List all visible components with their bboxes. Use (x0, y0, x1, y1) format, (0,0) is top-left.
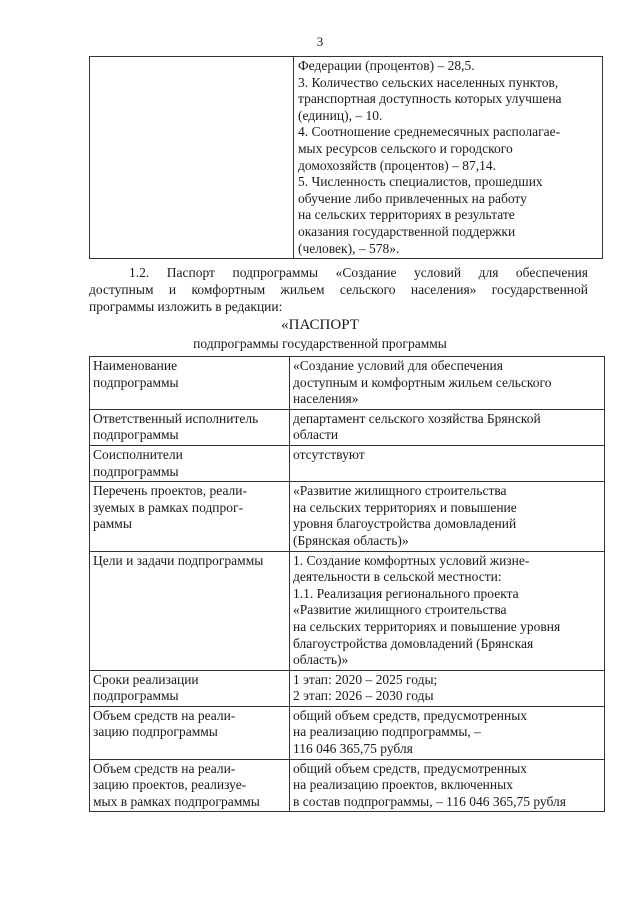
cell-text-line: подпрограммы (93, 463, 179, 479)
cell-text-line: деятельности в сельской местности: (293, 569, 502, 585)
passport-subtitle: подпрограммы государственной программы (193, 336, 447, 351)
cell-text-line: Объем средств на реали- (93, 707, 236, 723)
cell-text-line: область)» (293, 652, 349, 668)
cell-text-line: «Развитие жилищного строительства (293, 483, 507, 499)
row-label-cell (90, 551, 290, 670)
cell-text-line: на реализацию подпрограммы, – (293, 724, 481, 740)
cell-text-line: оказания государственной поддержки (298, 223, 516, 239)
cell-text-line: Ответственный исполнитель (93, 410, 259, 426)
cell-text-line: «Развитие жилищного строительства (293, 602, 507, 618)
passport-title: «ПАСПОРТ (281, 317, 359, 333)
cell-text-line: Сроки реализации (93, 671, 199, 687)
cell-text-line: подпрограммы (93, 688, 179, 704)
row-value-cell (290, 670, 605, 706)
cell-text-line: «Создание условий для обеспечения (293, 358, 503, 373)
cell-text-line: 4. Соотношение среднемесячных располагае- (298, 124, 561, 140)
cell-text-line: Соисполнители (93, 446, 183, 462)
table-row (90, 445, 605, 481)
cell-text-line: общий объем средств, предусмотренных (293, 760, 528, 776)
cell-text-line: домохозяйств (процентов) – 87,14. (298, 157, 496, 173)
cell-text-line: (Брянская область)» (293, 532, 409, 548)
cell-text-line: (единиц), – 10. (298, 107, 383, 123)
paragraph-line: программы изложить в редакции: (89, 299, 283, 314)
table-row (90, 482, 605, 551)
page-number: 3 (316, 34, 324, 49)
cell-text-line: отсутствуют (293, 446, 365, 462)
row-label-cell (90, 409, 290, 445)
table-cell-indicators (294, 57, 603, 259)
amendment-paragraph (89, 264, 588, 315)
row-value-cell (290, 445, 605, 481)
cell-text-line: 1.1. Реализация регионального проекта (293, 585, 519, 601)
cell-text-line: 3. Количество сельских населенных пунктов, (298, 74, 559, 90)
row-value-cell (290, 409, 605, 445)
cell-text-line: подпрограммы (93, 427, 179, 443)
table-row (90, 409, 605, 445)
cell-text-line: на сельских территориях и повышение (293, 499, 517, 515)
cell-text-line: 116 046 365,75 рубля (293, 741, 413, 757)
row-value-cell (290, 357, 605, 410)
table-row (90, 551, 605, 670)
cell-text-line: подпрограммы (93, 374, 179, 390)
cell-text-line: Цели и задачи подпрограммы (93, 552, 264, 568)
cell-text-line: на сельских территориях в результате (298, 207, 515, 223)
cell-text-line: департамент сельского хозяйства Брянской (293, 410, 541, 426)
table-row (90, 57, 603, 259)
cell-text-line: (человек), – 578». (298, 240, 400, 256)
cell-text-line: области (293, 427, 339, 443)
passport-table (89, 356, 605, 812)
cell-text-line: мых в рамках подпрограммы (93, 793, 260, 809)
cell-text-line: транспортная доступность которых улучшена (298, 91, 562, 107)
table-row (90, 759, 605, 812)
row-label-cell (90, 670, 290, 706)
continued-indicators-table (89, 56, 603, 259)
paragraph-line: доступным и комфортным жильем сельского населения» государственной (89, 282, 588, 297)
cell-text-line: 5. Численность специалистов, прошедших (298, 174, 543, 190)
cell-text-line: общий объем средств, предусмотренных (293, 707, 528, 723)
cell-text-line: на реализацию проектов, включенных (293, 777, 513, 793)
row-label-cell (90, 482, 290, 551)
cell-text-line: 2 этап: 2026 – 2030 годы (293, 688, 434, 704)
row-label-cell (90, 357, 290, 410)
cell-text-line: в состав подпрограммы, – 116 046 365,75 рубля (293, 793, 566, 809)
cell-text-line: благоустройства домовладений (Брянская (293, 635, 534, 651)
table-row (90, 357, 605, 410)
cell-text-line: доступным и комфортным жильем сельского (293, 374, 552, 390)
cell-text-line: зацию подпрограммы (93, 724, 218, 740)
row-value-cell (290, 706, 605, 759)
cell-text-line: раммы (93, 516, 132, 532)
row-value-cell (290, 759, 605, 812)
cell-text-line: населения» (293, 391, 359, 407)
cell-text-line: Объем средств на реали- (93, 760, 236, 776)
cell-text-line: мых ресурсов сельского и городского (298, 140, 513, 156)
cell-text-line: уровня благоустройства домовладений (293, 516, 517, 532)
cell-text-line: зацию проектов, реализуе- (93, 777, 247, 793)
row-label-cell (90, 759, 290, 812)
table-row (90, 670, 605, 706)
cell-text-line: Федерации (процентов) – 28,5. (298, 58, 475, 73)
cell-text-line: 1 этап: 2020 – 2025 годы; (293, 671, 438, 687)
row-label-cell (90, 706, 290, 759)
table-cell-empty (90, 57, 294, 259)
cell-text-line: зуемых в рамках подпрог- (93, 499, 244, 515)
cell-text-line: Перечень проектов, реали- (93, 483, 248, 499)
row-label-cell (90, 445, 290, 481)
cell-text-line: обучение либо привлеченных на работу (298, 190, 527, 206)
paragraph-line: 1.2. Паспорт подпрограммы «Создание условий для обеспечения (129, 265, 588, 280)
row-value-cell (290, 482, 605, 551)
cell-text-line: на сельских территориях и повышение уровня (293, 618, 561, 634)
table-row (90, 706, 605, 759)
cell-text-line: 1. Создание комфортных условий жизне- (293, 552, 530, 568)
cell-text-line: Наименование (93, 358, 178, 373)
row-value-cell (290, 551, 605, 670)
